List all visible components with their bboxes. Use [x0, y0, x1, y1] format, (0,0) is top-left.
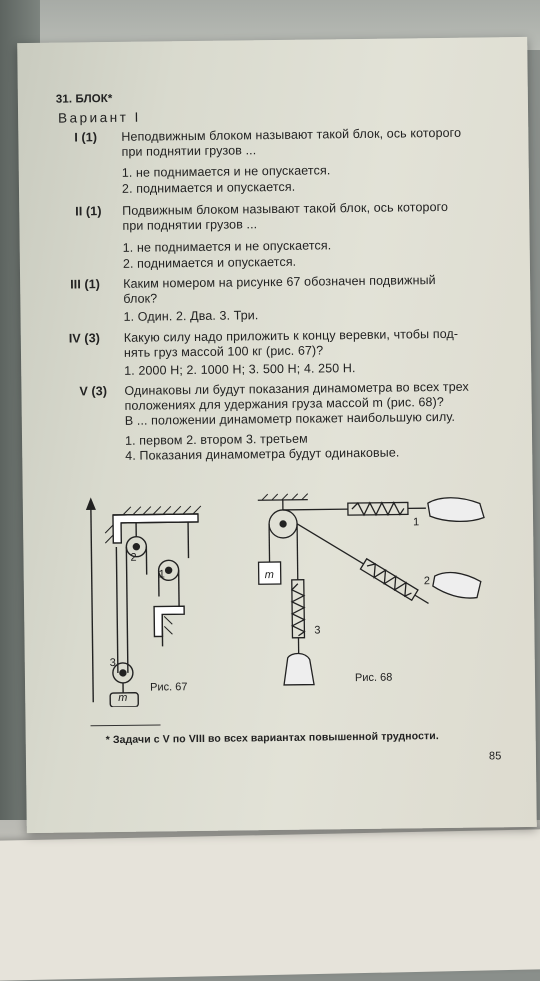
answer-option: 1. не поднимается и не опускается.	[123, 238, 332, 256]
question-text-line: Неподвижным блоком называют такой блок, ось которого	[121, 126, 461, 145]
figure-68-dynamometer-setup	[248, 477, 491, 690]
question-number: IV (3)	[69, 331, 100, 346]
figure-68-label-3: 3	[314, 624, 320, 636]
figure-67-label-1: 1	[159, 568, 165, 580]
figure-67-mass-label: m	[118, 692, 127, 704]
figure-68-label-1: 1	[413, 516, 419, 528]
question-text-line: Каким номером на рисунке 67 обозначен подвижный	[123, 273, 436, 292]
figure-67-pulley-system	[78, 496, 216, 708]
question-number: II (1)	[75, 204, 101, 219]
question-text-line: В ... положении динамометр покажет наибольшую силу.	[125, 410, 455, 429]
question-text-line: Одинаковы ли будут показания динамометра во всех трех	[124, 380, 469, 399]
question-text-line: нять груз массой 100 кг (рис. 67)?	[124, 343, 324, 360]
paper-sheet-below	[0, 829, 540, 981]
answer-option: 1. Один. 2. Два. 3. Три.	[123, 308, 258, 325]
section-title: 31. БЛОК*	[56, 92, 113, 108]
answer-option: 2. поднимается и опускается.	[123, 255, 296, 272]
figure-68-mass-label: m	[265, 569, 274, 581]
answer-option: 1. 2000 Н; 2. 1000 Н; 3. 500 Н; 4. 250 Н.	[124, 361, 355, 379]
answer-option: 4. Показания динамометра будут одинаковые.	[125, 446, 399, 464]
question-text-line: Какую силу надо приложить к концу веревки, чтобы под-	[124, 327, 458, 346]
variant-heading: Вариант I	[58, 110, 141, 126]
book-page	[17, 37, 537, 833]
figure-67-label-2: 2	[130, 552, 136, 564]
answer-option: 1. первом 2. втором 3. третьем	[125, 432, 308, 449]
question-number: I (1)	[74, 130, 97, 145]
question-text-line: положениях для удержания груза массой m (рис. 68)?	[125, 395, 444, 414]
footnote: * Задачи с V по VIII во всех вариантах повышенной трудности.	[106, 729, 439, 748]
footnote-divider	[91, 724, 161, 726]
figure-67-label-3: 3	[110, 657, 116, 669]
question-text-line: при поднятии грузов ...	[122, 217, 257, 234]
question-number: V (3)	[79, 384, 107, 399]
page-number: 85	[489, 749, 502, 764]
question-number: III (1)	[70, 277, 100, 292]
figure-67-caption: Рис. 67	[150, 681, 187, 693]
answer-option: 2. поднимается и опускается.	[122, 180, 295, 197]
answer-option: 1. не поднимается и не опускается.	[122, 163, 331, 181]
figure-68-label-2: 2	[424, 575, 430, 587]
question-text-line: при поднятии грузов ...	[121, 143, 256, 160]
question-text-line: блок?	[123, 291, 157, 306]
question-text-line: Подвижным блоком называют такой блок, ось которого	[122, 200, 448, 219]
figure-68-caption: Рис. 68	[355, 672, 392, 684]
